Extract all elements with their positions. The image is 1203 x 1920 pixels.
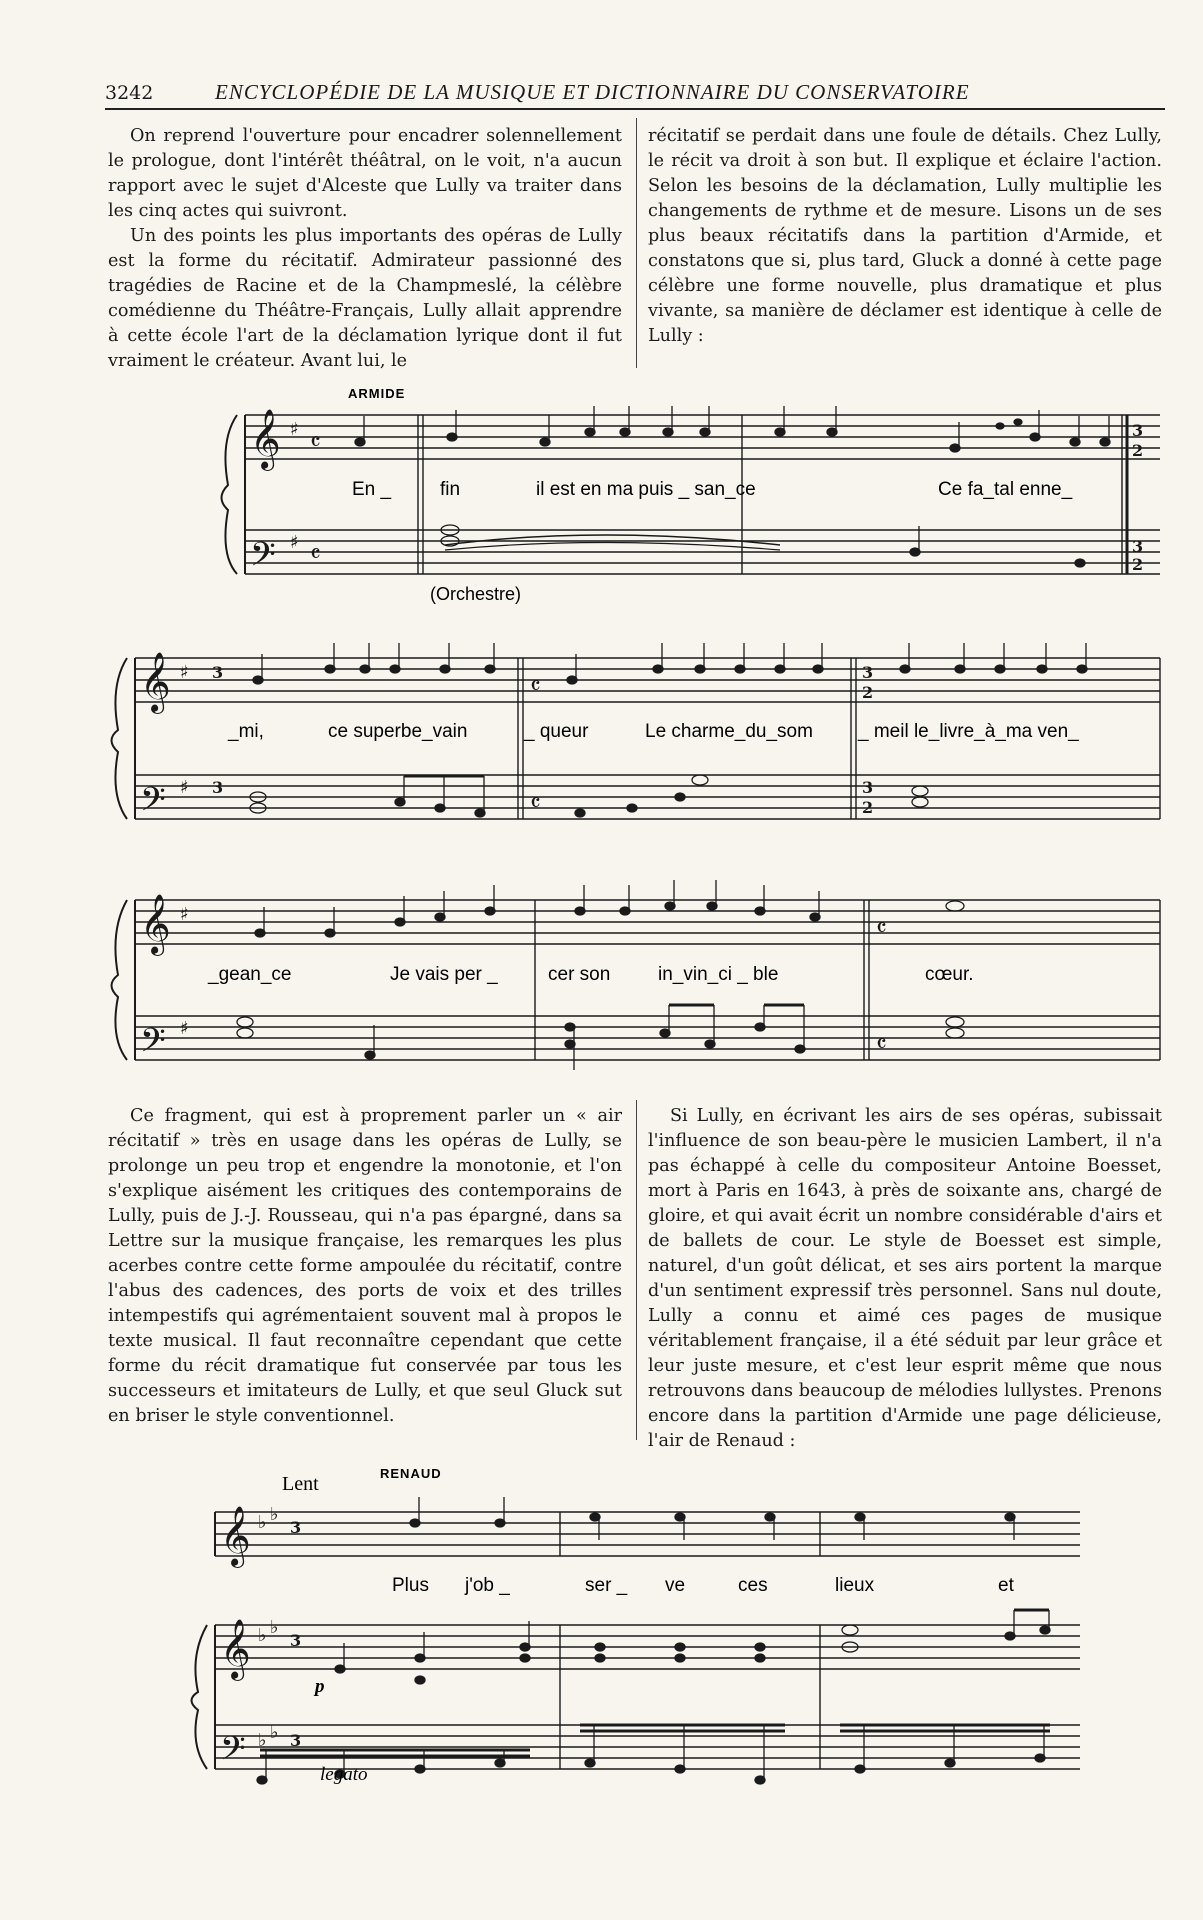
svg-text:♯: ♯ (180, 662, 189, 683)
lyric: cœur. (925, 964, 974, 985)
articulation-marking: legato (320, 1764, 368, 1785)
svg-text:𝄴: 𝄴 (876, 1030, 887, 1058)
svg-text:♯: ♯ (180, 1018, 189, 1039)
page-header (105, 80, 1165, 110)
svg-text:♭: ♭ (270, 1617, 279, 1638)
column-divider (636, 118, 637, 368)
system1-bass-staff (245, 530, 1160, 574)
svg-text:♭: ♭ (258, 1730, 267, 1751)
column-divider (636, 1100, 637, 1440)
lyric: Plus (392, 1575, 429, 1596)
score-renaud-notation (0, 1460, 1203, 1920)
lyric: Ce fa_tal enne_ (938, 479, 1073, 500)
svg-text:♯: ♯ (290, 419, 299, 440)
svg-text:♭: ♭ (270, 1722, 279, 1743)
svg-text:𝄴: 𝄴 (310, 428, 321, 456)
lyric: lieux (835, 1575, 875, 1596)
dynamic-marking: p (315, 1676, 325, 1697)
lyric: j'ob _ (465, 1575, 510, 1596)
paragraph: Si Lully, en écrivant les airs de ses opéras, subissait l'influence de son beau-père le musicien Lambert, il n'a pas échappé à celle du compositeur Antoine Boesset, mort à Paris en 1643, à près de soixante ans, chargé de gloire, et qui avait écrit un nombre considérable d'airs et de ballets de cour. Le style de Boesset est simple, naturel, d'un goût délicat, et ses airs portent la marque d'un sentiment expressif très personnel. Sans nul doute, Lully a connu et aimé ces pages de musique véritablement française, il a été séduit par leur grâce et leur juste mesure, et c'est leur esprit même que nous retrouvons dans beaucoup de mélodies lullystes. Prenons encore dans la partition d'Armide une page délicieuse, l'air de Renaud : (648, 1106, 1162, 1451)
svg-text:𝄢: 𝄢 (140, 781, 166, 827)
svg-text:𝄞: 𝄞 (140, 652, 171, 712)
system3-voice-staff (135, 900, 1160, 944)
lyric: ce superbe_vain (328, 721, 468, 742)
lyric: Le charme_du_som (645, 721, 813, 742)
top-right-column (648, 124, 1162, 349)
svg-text:3: 3 (862, 778, 874, 797)
svg-text:3: 3 (862, 663, 874, 682)
top-left-column (108, 124, 622, 374)
lyric: En _ (352, 479, 392, 500)
score-armide (0, 380, 1203, 1080)
svg-text:3: 3 (290, 1518, 302, 1537)
svg-text:𝄞: 𝄞 (220, 1619, 251, 1679)
renaud-note-glyphs (257, 1497, 1050, 1784)
svg-text:2: 2 (1132, 555, 1144, 574)
orchestra-label: (Orchestre) (430, 584, 522, 604)
character-label-renaud: RENAUD (380, 1466, 442, 1481)
running-title: ENCYCLOPÉDIE DE LA MUSIQUE ET DICTIONNAIRE DU CONSERVATOIRE (215, 80, 970, 104)
svg-text:♯: ♯ (180, 777, 189, 798)
svg-text:♯: ♯ (180, 904, 189, 925)
lyric: fin (440, 479, 461, 500)
svg-text:𝄴: 𝄴 (310, 540, 321, 568)
score-armide-notation (0, 380, 1203, 1080)
system2-bass-staff (135, 775, 1160, 819)
system3-bass-staff (135, 1016, 1160, 1060)
renaud-piano-treble-staff (215, 1625, 1080, 1669)
svg-text:𝄞: 𝄞 (140, 894, 171, 954)
lyric: _ meil le_livre_à_ma ven_ (858, 721, 1079, 742)
svg-text:𝄴: 𝄴 (876, 914, 887, 942)
bottom-right-column (648, 1104, 1162, 1454)
system2-voice-staff (135, 658, 1160, 702)
svg-text:3: 3 (212, 778, 224, 797)
lyric: _gean_ce (208, 964, 292, 985)
lyric: ve (665, 1575, 686, 1596)
paragraph: récitatif se perdait dans une foule de détails. Chez Lully, le récit va droit à son but. Il explique et éclaire l'action. Selon les besoins de la déclamation, Lully multiplie les changements de rythme et de mesure. Lisons un de ses plus beaux récitatifs dans la partition d'Armide, et constatons que si, plus tard, Gluck a donné à cette page célèbre une forme nouvelle, plus dramatique et plus vivante, sa manière de déclamer est identique à celle de Lully : (648, 126, 1162, 346)
lyric: ser _ (585, 1575, 628, 1596)
paragraph: Un des points les plus importants des opéras de Lully est la forme du récitatif. Admirateur passionné des tragédies de Racine et de la Champmeslé, la célèbre comédienne du Théâtre-Français, Lully allait apprendre à cette école l'art de la déclamation lyrique dont il fut vraiment le créateur. Avant lui, le (108, 226, 622, 371)
svg-text:2: 2 (862, 798, 874, 817)
svg-text:𝄴: 𝄴 (530, 672, 541, 700)
lyric: in_vin_ci _ ble (658, 964, 779, 985)
tempo-marking: Lent (282, 1473, 319, 1495)
lyric: ces (738, 1575, 768, 1596)
page-number: 3242 (105, 82, 154, 104)
svg-text:2: 2 (862, 683, 874, 702)
lyric: cer son (548, 964, 611, 985)
svg-text:𝄢: 𝄢 (250, 536, 276, 582)
svg-text:2: 2 (1132, 441, 1144, 460)
svg-text:𝄞: 𝄞 (220, 1506, 251, 1566)
svg-text:3: 3 (1132, 421, 1144, 440)
svg-text:𝄢: 𝄢 (140, 1022, 166, 1068)
svg-text:3: 3 (290, 1631, 302, 1650)
paragraph: On reprend l'ouverture pour encadrer solennellement le prologue, dont l'intérêt théâtral, on le voit, n'a aucun rapport avec le sujet d'Alceste que Lully va traiter dans les cinq actes qui suivront. (108, 126, 622, 221)
svg-text:𝄴: 𝄴 (530, 789, 541, 817)
svg-text:𝄢: 𝄢 (220, 1730, 246, 1776)
lyric: il est en ma puis _ san_ce (536, 479, 756, 500)
lyric: _mi, (228, 721, 264, 742)
system1-voice-staff (245, 415, 1160, 459)
svg-text:♭: ♭ (270, 1504, 279, 1525)
svg-text:♯: ♯ (290, 532, 299, 553)
lyric: _ queur (524, 721, 589, 742)
lyric: Je vais per _ (390, 964, 498, 985)
character-label-armide: ARMIDE (348, 386, 406, 401)
svg-text:3: 3 (1132, 537, 1144, 556)
lyric: et (998, 1575, 1014, 1596)
paragraph: Ce fragment, qui est à proprement parler un « air récitatif » très en usage dans les opéras de Lully, se prolonge un peu trop et engendre la monotonie, et l'on s'explique aisément les critiques des contemporains de Lully, puis de J.-J. Rousseau, qui n'a pas épargné, dans sa Lettre sur la musique française, les remarques les plus acerbes contre cette forme ampoulée du récitatif, contre l'abus des cadences, des ports de voix et des trilles intempestifs qui agrémentaient souvent mal à propos le texte musical. Il faut reconnaître cependant que cette forme du récit dramatique fut conservée par tous les successeurs et imitateurs de Lully, et que seul Gluck sut en briser le style conventionnel. (108, 1106, 622, 1426)
svg-text:𝄞: 𝄞 (250, 409, 281, 469)
score-renaud (0, 1460, 1203, 1920)
svg-text:♭: ♭ (258, 1512, 267, 1533)
renaud-voice-staff (215, 1512, 1080, 1556)
svg-text:3: 3 (290, 1731, 302, 1750)
svg-text:♭: ♭ (258, 1625, 267, 1646)
bottom-left-column (108, 1104, 622, 1429)
svg-text:3: 3 (212, 663, 224, 682)
